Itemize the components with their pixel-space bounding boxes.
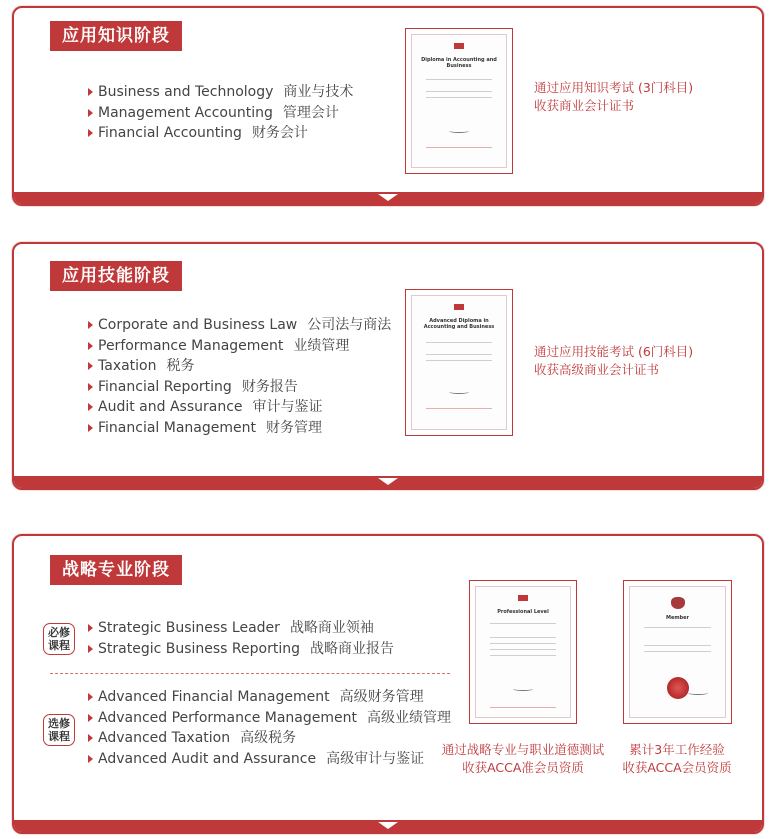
list-item: Corporate and Business Law 公司法与商法	[88, 315, 391, 336]
certificate-title: Diploma in Accounting and Business	[421, 57, 497, 69]
seal-icon	[667, 677, 689, 699]
required-course-list	[88, 618, 394, 659]
arrow-icon	[88, 362, 93, 370]
acca-logo-icon	[518, 595, 528, 601]
course-list	[88, 82, 353, 144]
arrow-icon	[88, 321, 93, 329]
signature-icon	[449, 390, 469, 394]
elective-course-list	[88, 687, 451, 769]
member-certificate	[623, 580, 732, 724]
course-list	[88, 315, 391, 439]
list-item: Strategic Business Leader 战略商业领袖	[88, 618, 394, 639]
certificate-image	[405, 28, 513, 174]
arrow-icon	[88, 383, 93, 391]
list-item: Financial Accounting 财务会计	[88, 123, 353, 144]
stage-title: 应用知识阶段	[50, 21, 182, 51]
stage-card-strategic-professional	[12, 534, 764, 834]
professional-level-description: 通过战略专业与职业道德测试 收获ACCA准会员资质	[441, 742, 605, 775]
list-item: Advanced Taxation 高级税务	[88, 728, 451, 749]
list-item: Audit and Assurance 审计与鉴证	[88, 397, 391, 418]
arrow-icon	[88, 645, 93, 653]
arrow-icon	[88, 755, 93, 763]
divider	[50, 673, 450, 674]
chevron-down-icon	[378, 194, 398, 201]
list-item: Financial Management 财务管理	[88, 418, 391, 439]
stage-description: 通过应用技能考试 (6门科目) 收获高级商业会计证书	[534, 344, 694, 377]
crest-icon	[671, 597, 685, 609]
arrow-icon	[88, 129, 93, 137]
arrow-icon	[88, 693, 93, 701]
stage-title: 战略专业阶段	[50, 555, 182, 585]
stage-card-applied-knowledge	[12, 6, 764, 206]
professional-level-certificate	[469, 580, 577, 724]
certificate-title: Member	[665, 615, 689, 621]
arrow-icon	[88, 734, 93, 742]
arrow-icon	[88, 714, 93, 722]
signature-icon	[449, 129, 469, 133]
list-item: Taxation 税务	[88, 356, 391, 377]
arrow-icon	[88, 424, 93, 432]
required-course-tag: 必修 课程	[43, 623, 75, 655]
list-item: Management Accounting 管理会计	[88, 103, 353, 124]
signature-icon	[688, 691, 708, 695]
certificate-title: Professional Level	[497, 609, 549, 615]
list-item: Financial Reporting 财务报告	[88, 377, 391, 398]
list-item: Advanced Audit and Assurance 高级审计与鉴证	[88, 749, 451, 770]
elective-course-tag: 选修 课程	[43, 714, 75, 746]
acca-logo-icon	[454, 304, 464, 310]
chevron-down-icon	[378, 822, 398, 829]
acca-logo-icon	[454, 43, 464, 49]
stage-title: 应用技能阶段	[50, 261, 182, 291]
arrow-icon	[88, 342, 93, 350]
list-item: Advanced Performance Management 高级业绩管理	[88, 708, 451, 729]
expand-bar[interactable]	[14, 820, 762, 832]
certificate-image	[405, 289, 513, 436]
chevron-down-icon	[378, 478, 398, 485]
list-item: Strategic Business Reporting 战略商业报告	[88, 639, 394, 660]
expand-bar[interactable]	[14, 476, 762, 488]
certificate-title: Advanced Diploma in Accounting and Business	[423, 318, 495, 330]
stage-description: 通过应用知识考试 (3门科目) 收获商业会计证书	[534, 80, 694, 113]
signature-icon	[513, 687, 533, 691]
arrow-icon	[88, 88, 93, 96]
stage-card-applied-skills	[12, 242, 764, 490]
list-item: Performance Management 业绩管理	[88, 336, 391, 357]
arrow-icon	[88, 624, 93, 632]
list-item: Advanced Financial Management 高级财务管理	[88, 687, 451, 708]
list-item: Business and Technology 商业与技术	[88, 82, 353, 103]
expand-bar[interactable]	[14, 192, 762, 204]
arrow-icon	[88, 109, 93, 117]
member-description: 累计3年工作经验 收获ACCA会员资质	[622, 742, 732, 775]
arrow-icon	[88, 403, 93, 411]
